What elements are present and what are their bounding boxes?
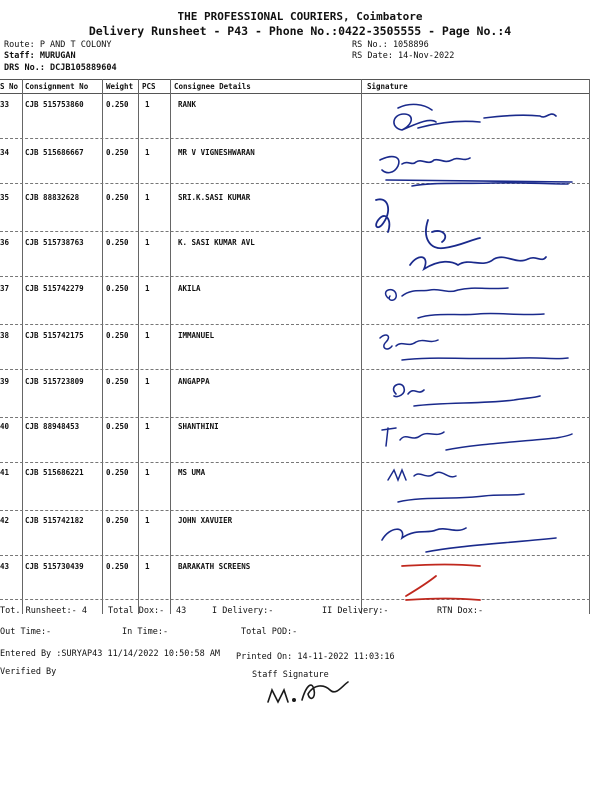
row-consignment: CJB 515753860	[25, 100, 84, 109]
row-weight: 0.250	[106, 148, 129, 157]
row-sno: 41	[0, 468, 10, 477]
row-consignee: IMMANUEL	[178, 331, 215, 340]
row-consignment: CJB 88948453	[25, 422, 80, 431]
in-time: In Time:-	[122, 627, 169, 637]
row-consignee: MS UMA	[178, 468, 206, 477]
staff-signature-scribble	[264, 672, 354, 712]
row-consignment: CJB 515686667	[25, 148, 84, 157]
signature-scribble	[384, 376, 544, 416]
row-sno: 37	[0, 284, 10, 293]
signature-scribble	[376, 420, 576, 462]
drs-number: DRS No.: DCJB105889604	[4, 63, 117, 73]
signature-scribble	[378, 282, 578, 332]
row-consignment: CJB 515742279	[25, 284, 84, 293]
row-sno: 33	[0, 100, 10, 109]
col-pcs: PCS	[142, 82, 156, 91]
row-consignment: CJB 515738763	[25, 238, 84, 247]
row-pcs: 1	[145, 100, 150, 109]
row-weight: 0.250	[106, 331, 129, 340]
row-consignee: AKILA	[178, 284, 201, 293]
row-consignee: SHANTHINI	[178, 422, 219, 431]
staff-signature-label: Staff Signature	[252, 670, 329, 680]
row-consignment: CJB 515723809	[25, 377, 84, 386]
row-consignee: ANGAPPA	[178, 377, 210, 386]
row-consignee: RANK	[178, 100, 197, 109]
row-consignee: SRI.K.SASI KUMAR	[178, 193, 251, 202]
printed-on: Printed On: 14-11-2022 11:03:16	[236, 652, 395, 662]
row-pcs: 1	[145, 468, 150, 477]
row-sno: 34	[0, 148, 10, 157]
out-time: Out Time:-	[0, 627, 52, 637]
col-signature: Signature	[367, 82, 408, 91]
runsheet-title: Delivery Runsheet - P43 - Phone No.:0422-3505555 - Page No.:4	[88, 24, 512, 38]
signature-scribble	[400, 245, 550, 281]
row-consignment: CJB 515730439	[25, 562, 84, 571]
row-pcs: 1	[145, 422, 150, 431]
row-pcs: 1	[145, 562, 150, 571]
signature-scribble	[376, 516, 566, 560]
route-label: Route: P AND T COLONY	[4, 40, 112, 50]
row-weight: 0.250	[106, 422, 129, 431]
row-pcs: 1	[145, 331, 150, 340]
row-pcs: 1	[145, 148, 150, 157]
rs-date: RS Date: 14-Nov-2022	[352, 51, 455, 61]
row-pcs: 1	[145, 377, 150, 386]
total-dox-value: 43	[176, 606, 187, 616]
row-consignee: JOHN XAVUIER	[178, 516, 233, 525]
row-weight: 0.250	[106, 238, 129, 247]
row-consignment: CJB 88832628	[25, 193, 80, 202]
staff-label: Staff: MURUGAN	[4, 51, 76, 61]
total-dox-label: Total Dox:-	[108, 606, 165, 616]
row-sno: 36	[0, 238, 10, 247]
row-weight: 0.250	[106, 377, 129, 386]
verified-by: Verified By	[0, 667, 57, 677]
row-weight: 0.250	[106, 562, 129, 571]
row-weight: 0.250	[106, 100, 129, 109]
row-sno: 40	[0, 422, 10, 431]
entered-by: Entered By :SURYAP43 11/14/2022 10:50:58 AM	[0, 649, 221, 659]
rtn-dox: RTN Dox:-	[437, 606, 484, 616]
row-pcs: 1	[145, 284, 150, 293]
total-runsheet: Tot. Runsheet:- 4	[0, 606, 87, 616]
return-stamp	[396, 562, 486, 602]
signature-scribble	[380, 100, 580, 140]
row-sno: 35	[0, 193, 10, 202]
i-delivery: I Delivery:-	[212, 606, 274, 616]
row-sno: 43	[0, 562, 10, 571]
row-consignee: K. SASI KUMAR AVL	[178, 238, 255, 247]
row-sno: 39	[0, 377, 10, 386]
row-consignee: MR V VIGNESHWARAN	[178, 148, 255, 157]
ii-delivery: II Delivery:-	[322, 606, 389, 616]
row-consignment: CJB 515742182	[25, 516, 84, 525]
row-consignment: CJB 515686221	[25, 468, 84, 477]
row-weight: 0.250	[106, 468, 129, 477]
row-pcs: 1	[145, 238, 150, 247]
row-sno: 38	[0, 331, 10, 340]
row-sno: 42	[0, 516, 10, 525]
signature-scribble	[372, 330, 572, 372]
row-pcs: 1	[145, 516, 150, 525]
col-weight: Weight	[106, 82, 134, 91]
row-consignment: CJB 515742175	[25, 331, 84, 340]
total-pod: Total POD:-	[241, 627, 298, 637]
row-weight: 0.250	[106, 516, 129, 525]
col-sno: S No	[0, 82, 19, 91]
col-consignee: Consignee Details	[174, 82, 251, 91]
company-title: THE PROFESSIONAL COURIERS, Coimbatore	[177, 10, 423, 23]
col-consignment: Consignment No	[25, 82, 89, 91]
row-pcs: 1	[145, 193, 150, 202]
signature-scribble	[384, 466, 534, 516]
signature-scribble	[372, 150, 582, 192]
rs-number: RS No.: 1058896	[352, 40, 429, 50]
row-weight: 0.250	[106, 284, 129, 293]
row-consignee: BARAKATH SCREENS	[178, 562, 251, 571]
row-weight: 0.250	[106, 193, 129, 202]
